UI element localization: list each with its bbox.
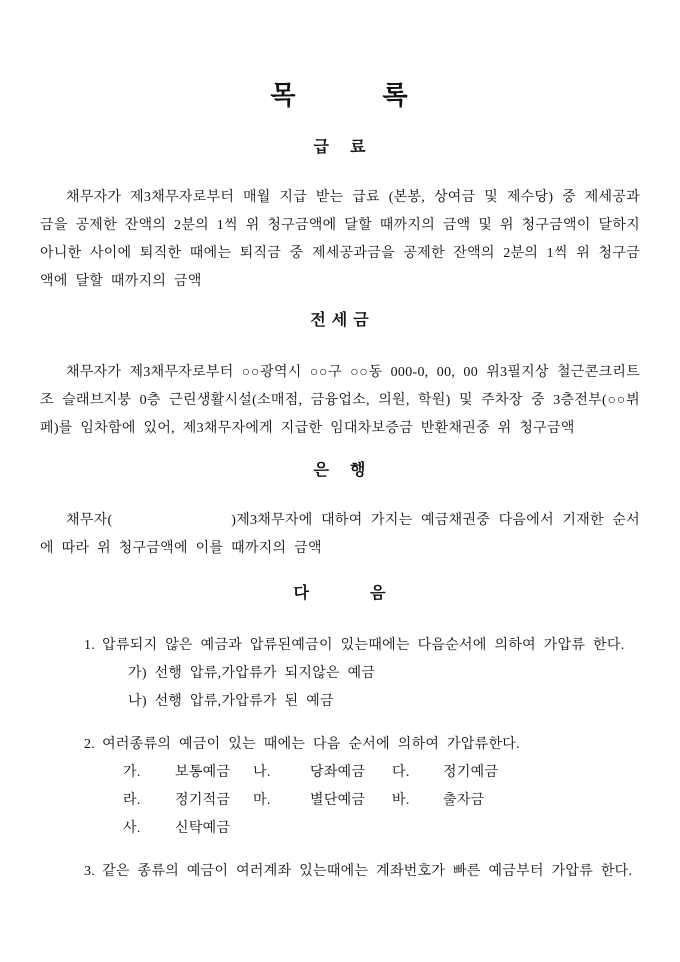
deposit-grid-cell: 라. — [123, 793, 141, 808]
deposit-grid-cell: 출자금 — [443, 793, 485, 808]
deposit-grid-cell: 별단예금 — [310, 793, 366, 808]
deposit-grid-cell: 가. — [123, 765, 141, 780]
deposit-grid-cell: 보통예금 — [175, 765, 231, 780]
document-title: 목 록 — [270, 81, 410, 110]
deposit-grid-cell — [310, 815, 392, 843]
list-item-1-sub-na: 나) 선행 압류,가압류가 된 예금 — [128, 694, 334, 709]
deposit-grid-cell: 사. — [123, 821, 141, 836]
deposit-grid-cell: 나. — [253, 765, 271, 780]
list-item-1 — [84, 632, 640, 660]
section-body-bank: 채무자( )제3채무자에 대하여 가지는 예금채권중 다음에서 기재한 순서에 따라 위 청구금액에 이를 때까지의 금액 — [40, 513, 640, 556]
list-item-2 — [84, 731, 640, 759]
section-heading-salary: 급 료 — [313, 139, 367, 156]
list-item-1-number: 1. — [84, 638, 96, 653]
section-heading-bank: 은 행 — [313, 462, 367, 479]
deposit-grid-cell: 다. — [392, 765, 410, 780]
list-item-1-text: 압류되지 않은 예금과 압류된예금이 있는때에는 다음순서에 의하여 가압류 한다. — [102, 638, 625, 653]
section-body-salary: 채무자가 제3채무자로부터 매월 지급 받는 급료 (본봉, 상여금 및 제수당) 중 제세공과금을 공제한 잔액의 2분의 1씩 위 청구금액에 달할 때까지의 금액 및 위 청구금액이 달하지 아니한 사이에 퇴직한 때에는 퇴직금 중 제세공과금을 공제한 잔액의 2분의 1씩 위 청구금액에 달할 때까지의 금액 — [40, 190, 640, 289]
list-item-3-number: 3. — [84, 864, 96, 879]
list-item-2-text: 여러종류의 예금이 있는 때에는 다음 순서에 의하여 가압류한다. — [102, 737, 520, 752]
section-body-jeonse: 채무자가 제3채무자로부터 ○○광역시 ○○구 ○○동 000-0, 00, 00 위3필지상 철근콘크리트조 슬래브지붕 0층 근린생활시설(소매점, 금융업소, 의원, 학원) 및 주차장 중 3층전부(○○뷔페)를 임차함에 있어, 제3채무자에게 지급한 임대차보증금 반환채권중 위 청구금액 — [40, 365, 640, 436]
deposit-grid-cell: 마. — [253, 793, 271, 808]
section-heading-jeonse: 전 세 금 — [310, 312, 370, 329]
deposit-grid-cell: 정기적금 — [175, 793, 231, 808]
deposit-grid-cell: 바. — [392, 793, 410, 808]
deposit-grid-cell — [253, 815, 310, 843]
priority-list — [40, 632, 640, 886]
deposit-grid-cell: 당좌예금 — [310, 765, 366, 780]
list-item-3-text: 같은 종류의 예금이 여러계좌 있는때에는 계좌번호가 빠른 예금부터 가압류 한다. — [102, 864, 633, 879]
deposit-grid-cell — [443, 815, 640, 843]
list-item-2-number: 2. — [84, 737, 96, 752]
deposit-type-grid — [123, 759, 640, 843]
list-item-3 — [84, 858, 640, 886]
list-item-1-sub-ga: 가) 선행 압류,가압류가 되지않은 예금 — [128, 666, 376, 681]
section-heading-daeum: 다 음 — [293, 585, 387, 602]
deposit-grid-cell — [392, 815, 443, 843]
deposit-grid-cell: 신탁예금 — [175, 821, 231, 836]
deposit-grid-cell: 정기예금 — [443, 765, 499, 780]
